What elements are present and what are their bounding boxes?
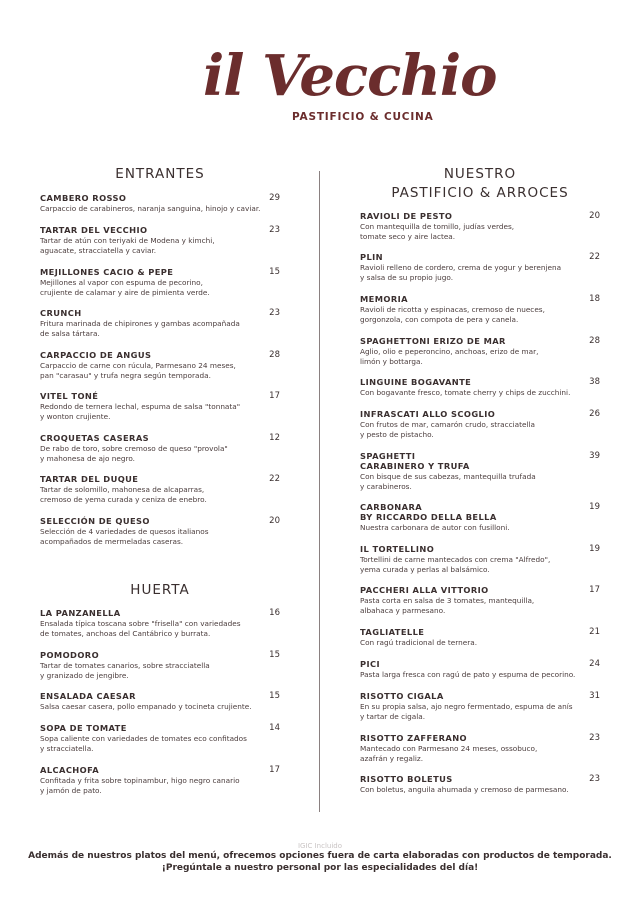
dish-price: 19 bbox=[589, 502, 600, 512]
dish-name: RISOTTO ZAFFERANO bbox=[360, 733, 468, 743]
dish-description: Con boletus, anguila ahumada y cremoso de parmesano. bbox=[360, 785, 569, 794]
dish-name: ALCACHOFA bbox=[40, 765, 100, 775]
logo-subtitle: PASTIFICIO & CUCINA bbox=[292, 111, 434, 123]
dish-name: IL TORTELLINO bbox=[360, 544, 435, 554]
dish-description: Ensalada típica toscana sobre "frisella" con variedades de tomates, anchoas del Cantábrico y burrata. bbox=[40, 619, 241, 638]
menu-item bbox=[40, 650, 280, 681]
menu-item bbox=[360, 211, 600, 242]
dish-price: 15 bbox=[269, 267, 280, 277]
menu-item bbox=[40, 267, 280, 298]
menu-item bbox=[360, 774, 600, 795]
dish-price: 22 bbox=[269, 474, 280, 484]
menu-item bbox=[40, 308, 280, 339]
dish-description: Con ragú tradicional de ternera. bbox=[360, 638, 478, 647]
dish-name: CAMBERO ROSSO bbox=[40, 193, 127, 203]
dish-description: Pasta corta en salsa de 3 tomates, mantequilla, albahaca y parmesano. bbox=[360, 596, 535, 615]
menu-item bbox=[40, 193, 280, 214]
dish-description: En su propia salsa, ajo negro fermentado, espuma de anís y tartar de cigala. bbox=[360, 702, 573, 721]
dish-price: 29 bbox=[269, 193, 280, 203]
footer-line-2: ¡Pregúntale a nuestro personal por las especialidades del día! bbox=[161, 863, 479, 873]
dish-name: TARTAR DEL DUQUE bbox=[40, 474, 139, 484]
dish-description: Selección de 4 variedades de quesos italianos acompañados de mermeladas caseras. bbox=[40, 527, 209, 546]
dish-name: CARPACCIO DE ANGUS bbox=[40, 350, 152, 360]
dish-description: Confitada y frita sobre topinambur, higo negro canario y jamón de pato. bbox=[40, 776, 240, 795]
dish-description: Con mantequilla de tomillo, judías verdes, tomate seco y aire lactea. bbox=[360, 222, 515, 241]
dish-name: MEMORIA bbox=[360, 294, 408, 304]
menu-item bbox=[40, 474, 280, 505]
menu-item bbox=[360, 409, 600, 440]
dish-name: CARBONARA BY RICCARDO DELLA BELLA bbox=[360, 502, 497, 522]
dish-price: 28 bbox=[269, 350, 280, 360]
dish-name: ENSALADA CAESAR bbox=[40, 691, 136, 701]
dish-name: MEJILLONES CACIO & PEPE bbox=[40, 267, 174, 277]
dish-name: SOPA DE TOMATE bbox=[40, 723, 127, 733]
menu-item bbox=[40, 723, 280, 754]
dish-price: 20 bbox=[589, 211, 600, 221]
dish-name: CROQUETAS CASERAS bbox=[40, 433, 150, 443]
dish-description: Mejillones al vapor con espuma de pecorino, crujiente de calamar y aire de pimienta verde. bbox=[40, 278, 210, 297]
menu-item bbox=[360, 733, 600, 764]
dish-description: De rabo de toro, sobre cremoso de queso "provola" y mahonesa de ajo negro. bbox=[40, 444, 228, 463]
dish-description: Tartar de tomates canarios, sobre stracciatella y granizado de jengibre. bbox=[40, 661, 210, 680]
menu-item bbox=[360, 544, 600, 575]
dish-name: RAVIOLI DE PESTO bbox=[360, 211, 453, 221]
dish-name: SPAGHETTI CARABINERO Y TRUFA bbox=[360, 451, 470, 471]
footer-line-1: Además de nuestros platos del menú, ofrecemos opciones fuera de carta elaboradas con productos de temporada. bbox=[28, 851, 612, 861]
menu-item bbox=[40, 433, 280, 464]
menu-item bbox=[360, 294, 600, 325]
dish-price: 17 bbox=[269, 391, 280, 401]
dish-description: Con bogavante fresco, tomate cherry y chips de zucchini. bbox=[360, 388, 571, 397]
section-title-pastificio: PASTIFICIO & ARROCES bbox=[391, 185, 569, 201]
menu-item bbox=[360, 585, 600, 616]
dish-price: 20 bbox=[269, 516, 280, 526]
menu-item bbox=[360, 377, 600, 398]
dish-name: PACCHERI ALLA VITTORIO bbox=[360, 585, 489, 595]
dish-name: TAGLIATELLE bbox=[360, 627, 425, 637]
dish-price: 31 bbox=[589, 691, 600, 701]
dish-name: RISOTTO CIGALA bbox=[360, 691, 444, 701]
dish-name: POMODORO bbox=[40, 650, 100, 660]
dish-price: 14 bbox=[269, 723, 280, 733]
dish-price: 21 bbox=[589, 627, 600, 637]
menu-item bbox=[40, 691, 280, 712]
dish-description: Salsa caesar casera, pollo empanado y tocineta crujiente. bbox=[40, 702, 252, 711]
menu-item bbox=[360, 659, 600, 680]
menu-item bbox=[40, 765, 280, 796]
menu-item bbox=[40, 225, 280, 256]
dish-price: 15 bbox=[269, 650, 280, 660]
dish-description: Ravioli relleno de cordero, crema de yogur y berenjena y salsa de su propio jugo. bbox=[360, 263, 562, 282]
dish-name: RISOTTO BOLETUS bbox=[360, 774, 453, 784]
menu-item bbox=[40, 350, 280, 381]
dish-price: 17 bbox=[269, 765, 280, 775]
dish-name: LA PANZANELLA bbox=[40, 608, 121, 618]
dish-name: LINGUINE BOGAVANTE bbox=[360, 377, 472, 387]
dish-description: Con bisque de sus cabezas, mantequilla trufada y carabineros. bbox=[360, 472, 536, 491]
dish-description: Sopa caliente con variedades de tomates eco confitados y stracciatella. bbox=[40, 734, 247, 753]
menu-item bbox=[40, 391, 280, 422]
dish-description: Pasta larga fresca con ragú de pato y espuma de pecorino. bbox=[360, 670, 576, 679]
dish-name: SPAGHETTONI ERIZO DE MAR bbox=[360, 336, 506, 346]
dish-name: SELECCIÓN DE QUESO bbox=[40, 516, 150, 526]
dish-description: Mantecado con Parmesano 24 meses, ossobuco, azafrán y regaliz. bbox=[360, 744, 538, 763]
menu-item bbox=[360, 502, 600, 533]
dish-description: Tartar de atún con teriyaki de Modena y kimchi, aguacate, stracciatella y caviar. bbox=[40, 236, 215, 255]
dish-name: PICI bbox=[360, 659, 380, 669]
dish-price: 15 bbox=[269, 691, 280, 701]
dish-name: INFRASCATI ALLO SCOGLIO bbox=[360, 409, 496, 419]
dish-description: Carpaccio de carne con rúcula, Parmesano 24 meses, pan "carasau" y trufa negra según temporada. bbox=[40, 361, 236, 380]
menu-item bbox=[360, 627, 600, 648]
dish-name: TARTAR DEL VECCHIO bbox=[40, 225, 148, 235]
dish-description: Fritura marinada de chipirones y gambas acompañada de salsa tártara. bbox=[40, 319, 240, 338]
dish-price: 22 bbox=[589, 252, 600, 262]
dish-price: 18 bbox=[589, 294, 600, 304]
section-title-nuestro: NUESTRO bbox=[443, 166, 517, 182]
dish-price: 23 bbox=[269, 308, 280, 318]
tax-note: IGIC Incluido bbox=[297, 842, 343, 850]
logo-title: il Vecchio bbox=[203, 43, 497, 109]
dish-name: VITEL TONÉ bbox=[40, 391, 99, 401]
dish-description: Redondo de ternera lechal, espuma de salsa "tonnata" y wonton crujiente. bbox=[40, 402, 241, 421]
dish-description: Con frutos de mar, camarón crudo, stracciatella y pesto de pistacho. bbox=[360, 420, 536, 439]
menu-item bbox=[360, 336, 600, 367]
menu-item bbox=[40, 516, 280, 547]
dish-description: Ravioli de ricotta y espinacas, cremoso de nueces, gorgonzola, con compota de pera y canela. bbox=[360, 305, 545, 324]
dish-price: 19 bbox=[589, 544, 600, 554]
dish-description: Tartar de solomillo, mahonesa de alcaparras, cremoso de yema curada y ceniza de enebro. bbox=[40, 485, 207, 504]
menu-item bbox=[360, 451, 600, 492]
dish-price: 26 bbox=[589, 409, 600, 419]
dish-price: 23 bbox=[269, 225, 280, 235]
dish-price: 24 bbox=[589, 659, 600, 669]
dish-price: 38 bbox=[589, 377, 600, 387]
dish-description: Aglio, olio e peperoncino, anchoas, erizo de mar, limón y bottarga. bbox=[360, 347, 539, 366]
dish-description: Tortellini de carne mantecados con crema "Alfredo", yema curada y perlas al balsámico. bbox=[360, 555, 551, 574]
dish-name: PLIN bbox=[360, 252, 383, 262]
dish-price: 28 bbox=[589, 336, 600, 346]
column-divider bbox=[319, 171, 320, 812]
menu-item bbox=[360, 691, 600, 722]
dish-description: Nuestra carbonara de autor con fusilloni. bbox=[360, 523, 510, 532]
section-title-huerta: HUERTA bbox=[130, 582, 190, 598]
logo bbox=[195, 40, 497, 130]
dish-price: 17 bbox=[589, 585, 600, 595]
dish-price: 12 bbox=[269, 433, 280, 443]
dish-price: 23 bbox=[589, 774, 600, 784]
dish-description: Carpaccio de carabineros, naranja sanguina, hinojo y caviar. bbox=[40, 204, 261, 213]
menu-item bbox=[40, 608, 280, 639]
dish-price: 39 bbox=[589, 451, 600, 461]
dish-price: 16 bbox=[269, 608, 280, 618]
section-title-entrantes: ENTRANTES bbox=[115, 166, 205, 182]
menu-item bbox=[360, 252, 600, 283]
dish-name: CRUNCH bbox=[40, 308, 82, 318]
dish-price: 23 bbox=[589, 733, 600, 743]
